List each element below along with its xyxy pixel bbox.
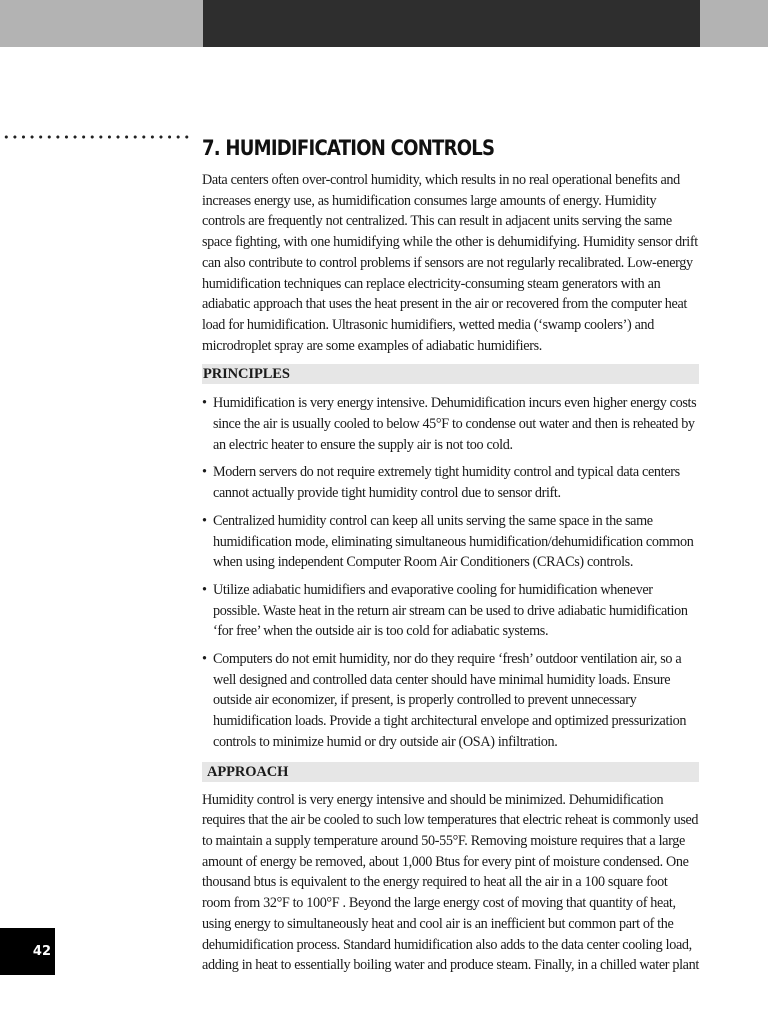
bullet-icon: • <box>202 512 207 529</box>
header-bar-center <box>203 0 700 47</box>
list-item: • Utilize adiabatic humidifiers and evaporative cooling for humidification whenever possible. Waste heat in the return air stream can be used to drive adiabatic humidification ‘for free’ when the outside air is too cold for adiabatic systems. <box>202 581 688 640</box>
main-content <box>202 136 699 976</box>
page-number: 42 <box>0 928 55 975</box>
list-item: • Computers do not emit humidity, nor do they require ‘fresh’ outdoor ventilation air, so a well designed and controlled data center should have minimal humidity loads. Ensure outside air economizer, if present, is properly controlled to prevent unnecessary humidification loads. Provide a tight architectural envelope and optimized pressurization controls to minimize humid or dry outside air (OSA) infiltration. <box>202 651 687 750</box>
bullet-icon: • <box>202 464 207 481</box>
approach-paragraph: Humidity control is very energy intensive and should be minimized. Dehumidification requires that the air be cooled to such low temperatures that electric reheat is commonly used to maintain a supply temperature around 50-55°F. Removing moisture requires that a large amount of energy be removed, about 1,000 Btus for every pint of moisture condensed. One thousand btus is equivalent to the energy required to heat all the air in a 100 square foot room from 32°F to 100°F . Beyond the large energy cost of moving that quantity of heat, using energy to simultaneously heat and cool air is an inefficient but common part of the dehumidification process. Standard humidification also adds to the data center cooling load, adding in heat to essentially boiling water and produce steam. Finally, in a chilled water plant <box>202 791 699 974</box>
list-item: • Humidification is very energy intensive. Dehumidification incurs even higher energy costs since the air is usually cooled to below 45°F to condense out water and then is reheated by an electric heater to ensure the supply air is not too cold. <box>202 395 697 453</box>
dotted-rule <box>2 133 192 141</box>
principles-heading: PRINCIPLES <box>202 364 699 384</box>
approach-heading: APPROACH <box>202 762 699 782</box>
principles-list <box>202 393 699 752</box>
list-item: • Modern servers do not require extremely tight humidity control and typical data centers cannot actually provide tight humidity control due to sensor drift. <box>202 464 680 502</box>
bullet-icon: • <box>202 395 207 412</box>
bullet-icon: • <box>202 581 207 598</box>
intro-paragraph: Data centers often over-control humidity, which results in no real operational benefits and increases energy use, as humidification consumes large amounts of energy. Humidity controls are frequently not centralized. This can result in adjacent units serving the same space fighting, with one humidifying while the other is dehumidifying. Humidity sensor drift can also contribute to control problems if sensors are not regularly recalibrated. Low-energy humidification techniques can replace electricity-consuming steam generators with an adiabatic approach that uses the heat present in the air or recovered from the computer heat load for humidification. Ultrasonic humidifiers, wetted media (‘swamp coolers’) and microdroplet spray are some examples of adiabatic humidifiers. <box>202 172 698 354</box>
bullet-icon: • <box>202 651 207 668</box>
list-item: • Centralized humidity control can keep all units serving the same space in the same humidification mode, eliminating simultaneous humidification/dehumidification common when using independent Computer Room Air Conditioners (CRACs) controls. <box>202 512 694 571</box>
header-bar-left <box>0 0 203 47</box>
header-bar-right <box>700 0 768 47</box>
section-heading: 7. HUMIDIFICATION CONTROLS <box>202 136 495 160</box>
